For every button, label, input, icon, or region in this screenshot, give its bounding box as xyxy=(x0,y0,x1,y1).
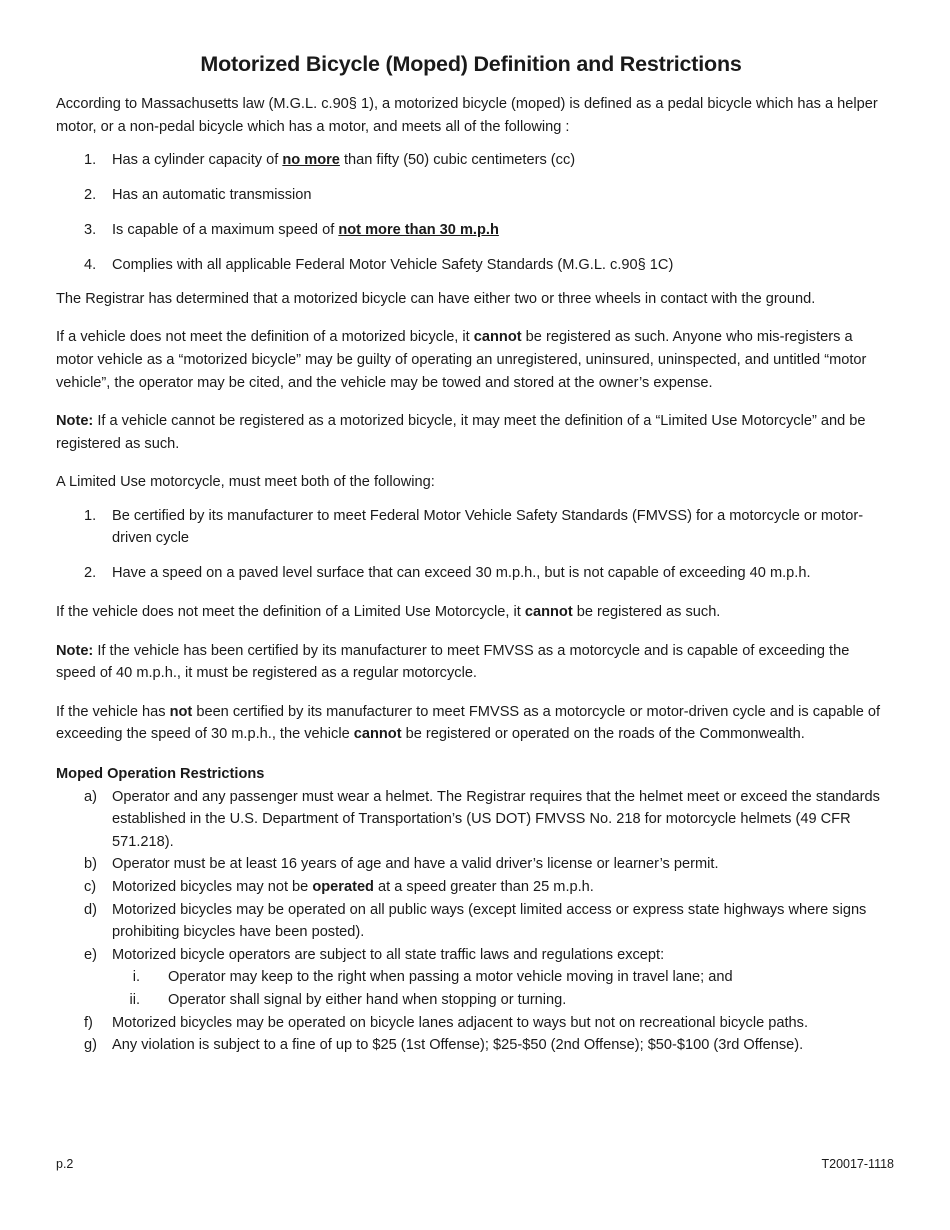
list-number: 1. xyxy=(84,507,97,524)
item-text: Operator and any passenger must wear a helmet. The Registrar requires that the helmet meet or exceed the standards established in the U.S. Department of Transportation’s (US DOT) FMVSS No. 218 for motorcycle helmets (49 CFR 571.218). xyxy=(112,788,880,850)
list-item xyxy=(56,562,886,585)
sub-item-text: Operator may keep to the right when passing a motor vehicle moving in travel lane; and xyxy=(168,969,733,986)
item-text: Any violation is subject to a fine of up to $25 (1st Offense); $25-$50 (2nd Offense); $50-$100 (3rd Offense). xyxy=(112,1037,804,1054)
list-item xyxy=(56,1034,886,1057)
list-letter: g) xyxy=(84,1037,97,1054)
intro-paragraph: According to Massachusetts law (M.G.L. c.90§ 1), a motorized bicycle (moped) is defined as a pedal bicycle which has a helper motor, or a non-pedal bicycle which has a motor, and meets all of the following : xyxy=(56,96,878,135)
note-paragraph-2 xyxy=(56,640,886,685)
limited-intro-paragraph: A Limited Use motorcycle, must meet both of the following: xyxy=(56,474,435,491)
text: be registered or operated on the roads of the Commonwealth. xyxy=(401,726,805,743)
sub-list-item xyxy=(112,966,886,989)
text: If the vehicle does not meet the definition of a Limited Use Motorcycle, it xyxy=(56,604,525,621)
text: If a vehicle does not meet the definition of a motorized bicycle, it xyxy=(56,329,474,346)
item-text: Motorized bicycles may be operated on bicycle lanes adjacent to ways but not on recreational bicycle paths. xyxy=(112,1014,809,1031)
not-certified-paragraph xyxy=(56,701,886,746)
note-label: Note: xyxy=(56,642,94,659)
list-item xyxy=(56,254,886,277)
text: been certified by its manufacturer to meet FMVSS as a motorcycle or motor-driven cycle and is capable of exceeding the speed of 30 m.p.h., the vehicle xyxy=(56,703,881,743)
list-number: 3. xyxy=(84,222,97,239)
list-letter: e) xyxy=(84,946,97,963)
list-letter: a) xyxy=(84,788,97,805)
not-meet-paragraph xyxy=(56,326,886,394)
note-text: If a vehicle cannot be registered as a motorized bicycle, it may meet the definition of a “Limited Use Motorcycle” and be registered as such. xyxy=(56,413,866,452)
note-paragraph-1 xyxy=(56,410,886,455)
list-item xyxy=(56,944,886,1012)
item-text: Motorized bicycle operators are subject to all state traffic laws and regulations except: xyxy=(112,946,665,963)
roman-numeral: ii. xyxy=(129,991,140,1008)
bold-text: cannot xyxy=(524,604,573,621)
list-letter: c) xyxy=(84,879,97,895)
list-item xyxy=(56,505,886,550)
list-item xyxy=(56,184,886,207)
list-item xyxy=(56,786,886,854)
list-item xyxy=(56,219,886,242)
item-text: Has a cylinder capacity of xyxy=(112,152,283,169)
list-letter: d) xyxy=(84,901,97,918)
item-text: Has an automatic transmission xyxy=(112,187,312,204)
bold-text: cannot xyxy=(473,329,522,346)
definition-list xyxy=(56,149,886,277)
list-item xyxy=(56,1012,886,1035)
note-text: If the vehicle has been certified by its manufacturer to meet FMVSS as a motorcycle and is capable of exceeding the speed of 40 m.p.h., it must be registered as a regular motorcycle. xyxy=(56,642,850,682)
form-code: T20017-1118 xyxy=(821,1157,894,1171)
sub-list xyxy=(112,966,886,1011)
roman-numeral: i. xyxy=(132,969,140,986)
list-letter: f) xyxy=(84,1014,93,1031)
text: If the vehicle has xyxy=(56,703,170,720)
limited-not-meet-paragraph xyxy=(56,601,886,624)
item-emphasis: no more xyxy=(282,152,340,169)
item-text: Have a speed on a paved level surface that can exceed 30 m.p.h., but is not capable of exceeding 40 m.p.h. xyxy=(112,565,811,582)
item-text: Motorized bicycles may not be xyxy=(112,879,313,895)
list-item xyxy=(56,853,886,876)
limited-list xyxy=(56,505,886,585)
item-text: Complies with all applicable Federal Motor Vehicle Safety Standards (M.G.L. c.90§ 1C) xyxy=(112,257,674,274)
list-number: 1. xyxy=(84,152,97,169)
bold-text: cannot xyxy=(353,726,402,743)
list-letter: b) xyxy=(84,856,97,873)
sub-list-item xyxy=(112,989,886,1012)
sub-item-text: Operator shall signal by either hand when stopping or turning. xyxy=(168,991,567,1008)
item-text-post: at a speed greater than 25 m.p.h. xyxy=(373,879,594,895)
list-item xyxy=(56,149,886,172)
item-text: Be certified by its manufacturer to meet Federal Motor Vehicle Safety Standards (FMVSS) for a motorcycle or motor-driven cycle xyxy=(112,507,864,547)
item-text-post: than fifty (50) cubic centimeters (cc) xyxy=(339,152,576,169)
item-text: Motorized bicycles may be operated on all public ways (except limited access or express state highways where signs prohibiting bicycles have been posted). xyxy=(112,901,867,941)
note-label: Note: xyxy=(56,413,94,430)
list-number: 2. xyxy=(84,187,97,204)
list-item xyxy=(56,899,886,944)
document-page xyxy=(56,52,886,1057)
page-number: p.2 xyxy=(56,1157,74,1171)
list-number: 4. xyxy=(84,257,97,274)
restrictions-list xyxy=(56,786,886,1057)
text: be registered as such. Anyone who mis-registers a motor vehicle as a “motorized bicycle” may be guilty of operating an unregistered, uninsured, uninspected, and untitled “motor vehicle”, the operator may be cited, and the vehicle may be towed and stored at the owner’s expense. xyxy=(56,329,867,391)
text: be registered as such. xyxy=(572,604,721,621)
list-number: 2. xyxy=(84,565,97,582)
list-item xyxy=(56,876,886,899)
restrictions-heading: Moped Operation Restrictions xyxy=(56,766,265,783)
item-emphasis: not more than 30 m.p.h xyxy=(338,222,499,239)
item-text: Operator must be at least 16 years of age and have a valid driver’s license or learner’s permit. xyxy=(112,856,719,873)
wheels-paragraph: The Registrar has determined that a motorized bicycle can have either two or three wheels in contact with the ground. xyxy=(56,290,816,307)
item-text: Is capable of a maximum speed of xyxy=(112,222,339,239)
bold-text: not xyxy=(169,703,193,720)
bold-text: operated xyxy=(312,879,374,895)
page-title: Motorized Bicycle (Moped) Definition and Restrictions xyxy=(200,52,742,76)
